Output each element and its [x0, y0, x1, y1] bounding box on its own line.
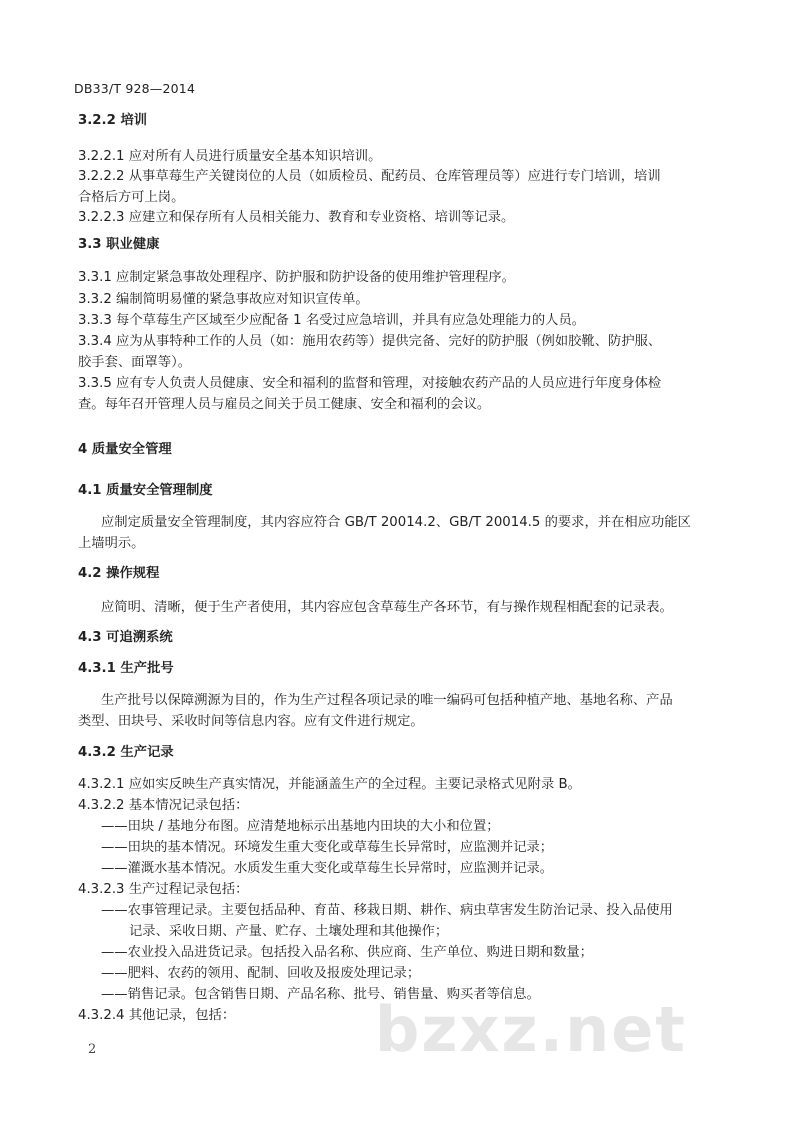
paragraph-line: 查。每年召开管理人员与雇员之间关于员工健康、安全和福利的会议。 [78, 397, 491, 412]
list-item-continuation: 记录、采收日期、产量、贮存、土壤处理和其他操作； [129, 924, 449, 939]
paragraph-line: 3.3.3 每个草莓生产区域至少应配备 1 名受过应急培训，并具有应急处理能力的人员。 [78, 313, 586, 328]
section-heading: 4.3 可追溯系统 [78, 630, 173, 645]
paragraph-line: 3.3.5 应有专人负责人员健康、安全和福利的监督和管理，对接触农药产品的人员应进行年度身体检 [78, 376, 662, 391]
paragraph-line: 应简明、清晰，便于生产者使用，其内容应包含草莓生产各环节，有与操作规程相配套的记录表。 [101, 600, 673, 615]
paragraph-line: 3.2.2.3 应建立和保存所有人员相关能力、教育和专业资格、培训等记录。 [78, 210, 515, 225]
paragraph-line: 3.3.1 应制定紧急事故处理程序、防护服和防护设备的使用维护管理程序。 [78, 270, 515, 285]
paragraph-line: 3.2.2.2 从事草莓生产关键岗位的人员（如质检员、配药员、仓库管理员等）应进行专门培训，培训 [78, 169, 661, 184]
list-item: ——田块 / 基地分布图。应清楚地标示出基地内田块的大小和位置； [101, 819, 500, 834]
section-heading: 3.3 职业健康 [78, 237, 160, 252]
section-heading: 4.2 操作规程 [78, 566, 160, 581]
watermark-text: bzxz.net [375, 993, 687, 1066]
subsection-heading: 4.3.1 生产批号 [78, 661, 174, 676]
subsection-heading: 4.3.2 生产记录 [78, 745, 174, 760]
paragraph-line: 4.3.2.3 生产过程记录包括： [78, 882, 249, 897]
paragraph-line: 4.3.2.4 其他记录，包括： [78, 1008, 236, 1023]
paragraph-line: 胶手套、面罩等）。 [78, 355, 192, 370]
paragraph-line: 3.3.4 应为从事特种工作的人员（如：施用农药等）提供完备、完好的防护服（例如胶靴、防护服、 [78, 334, 662, 349]
paragraph-line: 3.3.2 编制简明易懂的紧急事故应对知识宣传单。 [78, 292, 369, 307]
list-item: ——农业投入品进货记录。包括投入品名称、供应商、生产单位、购进日期和数量； [101, 945, 593, 960]
list-item: ——农事管理记录。主要包括品种、育苗、移栽日期、耕作、病虫草害发生防治记录、投入品使用 [101, 903, 673, 918]
section-heading: 4.1 质量安全管理制度 [78, 483, 213, 498]
paragraph-line: 合格后方可上岗。 [78, 190, 185, 205]
paragraph-line: 4.3.2.2 基本情况记录包括： [78, 798, 249, 813]
list-item: ——肥料、农药的领用、配制、回收及报废处理记录； [101, 966, 421, 981]
paragraph-line: 3.2.2.1 应对所有人员进行质量安全基本知识培训。 [78, 149, 382, 164]
paragraph-line: 4.3.2.1 应如实反映生产真实情况，并能涵盖生产的全过程。主要记录格式见附录 B。 [78, 777, 581, 792]
list-item: ——灌溉水基本情况。水质发生重大变化或草莓生长异常时，应监测并记录。 [101, 861, 554, 876]
paragraph-line: 应制定质量安全管理制度，其内容应符合 GB/T 20014.2、GB/T 20014.5 的要求，并在相应功能区 [101, 515, 691, 530]
list-item: ——田块的基本情况。环境发生重大变化或草莓生长异常时，应监测并记录； [101, 840, 554, 855]
document-code: DB33/T 928—2014 [74, 81, 196, 96]
paragraph-line: 生产批号以保障溯源为目的，作为生产过程各项记录的唯一编码可包括种植产地、基地名称、产品 [101, 693, 673, 708]
page-number: 2 [88, 1042, 97, 1057]
chapter-heading: 4 质量安全管理 [78, 442, 172, 457]
paragraph-line: 上墙明示。 [78, 536, 145, 551]
section-heading: 3.2.2 培训 [78, 113, 148, 128]
paragraph-line: 类型、田块号、采收时间等信息内容。应有文件进行规定。 [78, 714, 424, 729]
list-item: ——销售记录。包含销售日期、产品名称、批号、销售量、购买者等信息。 [101, 987, 540, 1002]
